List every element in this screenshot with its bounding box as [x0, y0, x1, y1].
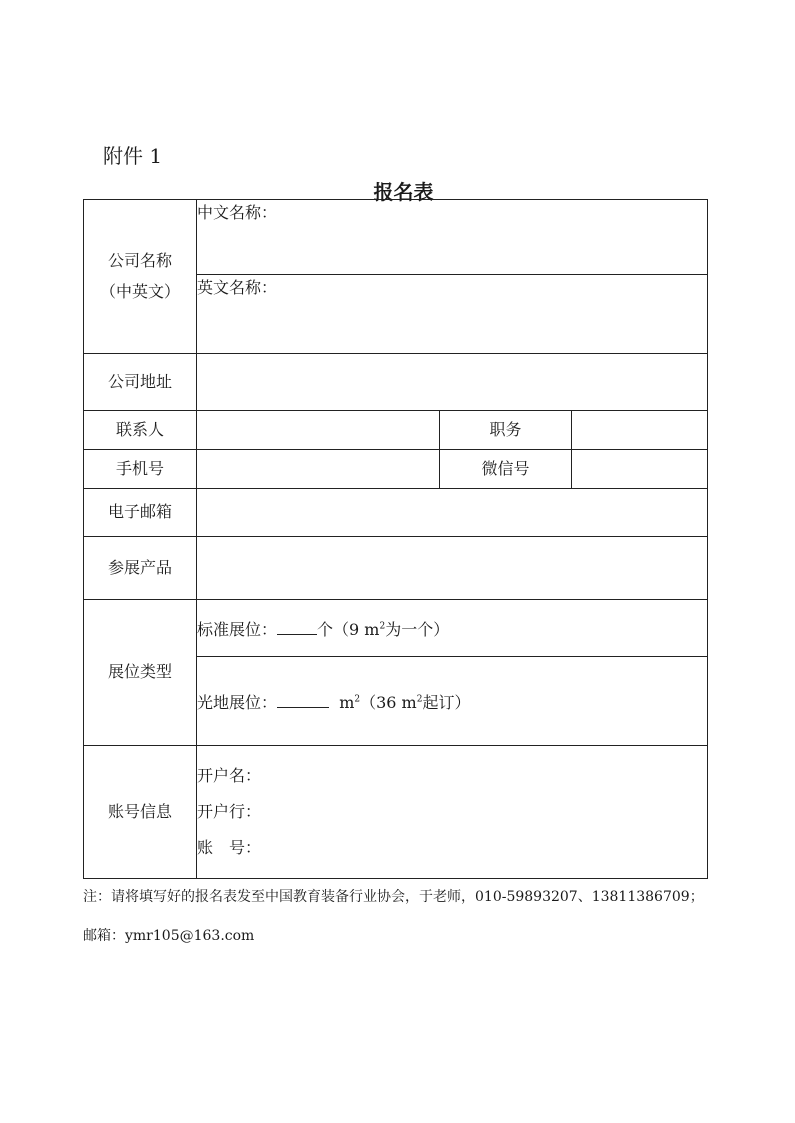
submission-note: 注：请将填写好的报名表发至中国教育装备行业协会，于老师，010-59893207、13811386709； [83, 889, 704, 905]
raw-space-min-note: 起订） [422, 692, 471, 712]
standard-booth-label: 标准展位： [197, 619, 278, 639]
booth-type-label: 展位类型 [84, 600, 197, 746]
company-name-label-cell [84, 200, 197, 354]
wechat-field[interactable] [572, 450, 708, 489]
attachment-label: 附件 1 [103, 144, 163, 168]
raw-space-booth-field[interactable] [197, 657, 708, 746]
contact-person-field[interactable] [197, 411, 440, 450]
raw-space-min-label: （36 m [360, 692, 417, 712]
submission-email-note: 邮箱：ymr105@163.com [83, 928, 255, 944]
raw-space-booth-blank[interactable] [277, 693, 329, 708]
company-en-name-field[interactable] [197, 275, 708, 354]
square-superscript: 2 [379, 621, 386, 632]
company-cn-name-label: 中文名称： [197, 203, 278, 222]
company-en-name-label: 英文名称： [197, 278, 278, 297]
position-label: 职务 [440, 411, 572, 450]
company-name-label-note: （中英文） [99, 281, 180, 301]
email-label: 电子邮箱 [84, 489, 197, 537]
square-superscript: 2 [416, 694, 423, 705]
contact-person-label: 联系人 [84, 411, 197, 450]
standard-booth-blank[interactable] [277, 620, 317, 635]
mobile-label: 手机号 [84, 450, 197, 489]
exhibit-product-label: 参展产品 [84, 537, 197, 600]
account-name-label: 开户名： [197, 766, 262, 785]
account-info-field[interactable] [197, 746, 708, 879]
standard-booth-unit: 个（9 m [317, 619, 380, 639]
raw-space-unit: m [339, 692, 355, 712]
company-address-field[interactable] [197, 354, 708, 411]
company-name-label: 公司名称 [107, 251, 172, 271]
account-bank-label: 开户行： [197, 802, 262, 821]
account-info-label: 账号信息 [84, 746, 197, 879]
company-cn-name-field[interactable] [197, 200, 708, 275]
position-field[interactable] [572, 411, 708, 450]
registration-form-table [83, 199, 708, 879]
account-number-label: 账 号： [197, 838, 262, 857]
square-superscript: 2 [354, 694, 361, 705]
form-title: 报名表 [373, 180, 434, 204]
email-field[interactable] [197, 489, 708, 537]
wechat-label: 微信号 [440, 450, 572, 489]
standard-booth-note: 为一个） [385, 619, 450, 639]
standard-booth-field[interactable] [197, 600, 708, 657]
exhibit-product-field[interactable] [197, 537, 708, 600]
mobile-field[interactable] [197, 450, 440, 489]
raw-space-booth-label: 光地展位： [197, 692, 278, 712]
company-address-label: 公司地址 [84, 354, 197, 411]
